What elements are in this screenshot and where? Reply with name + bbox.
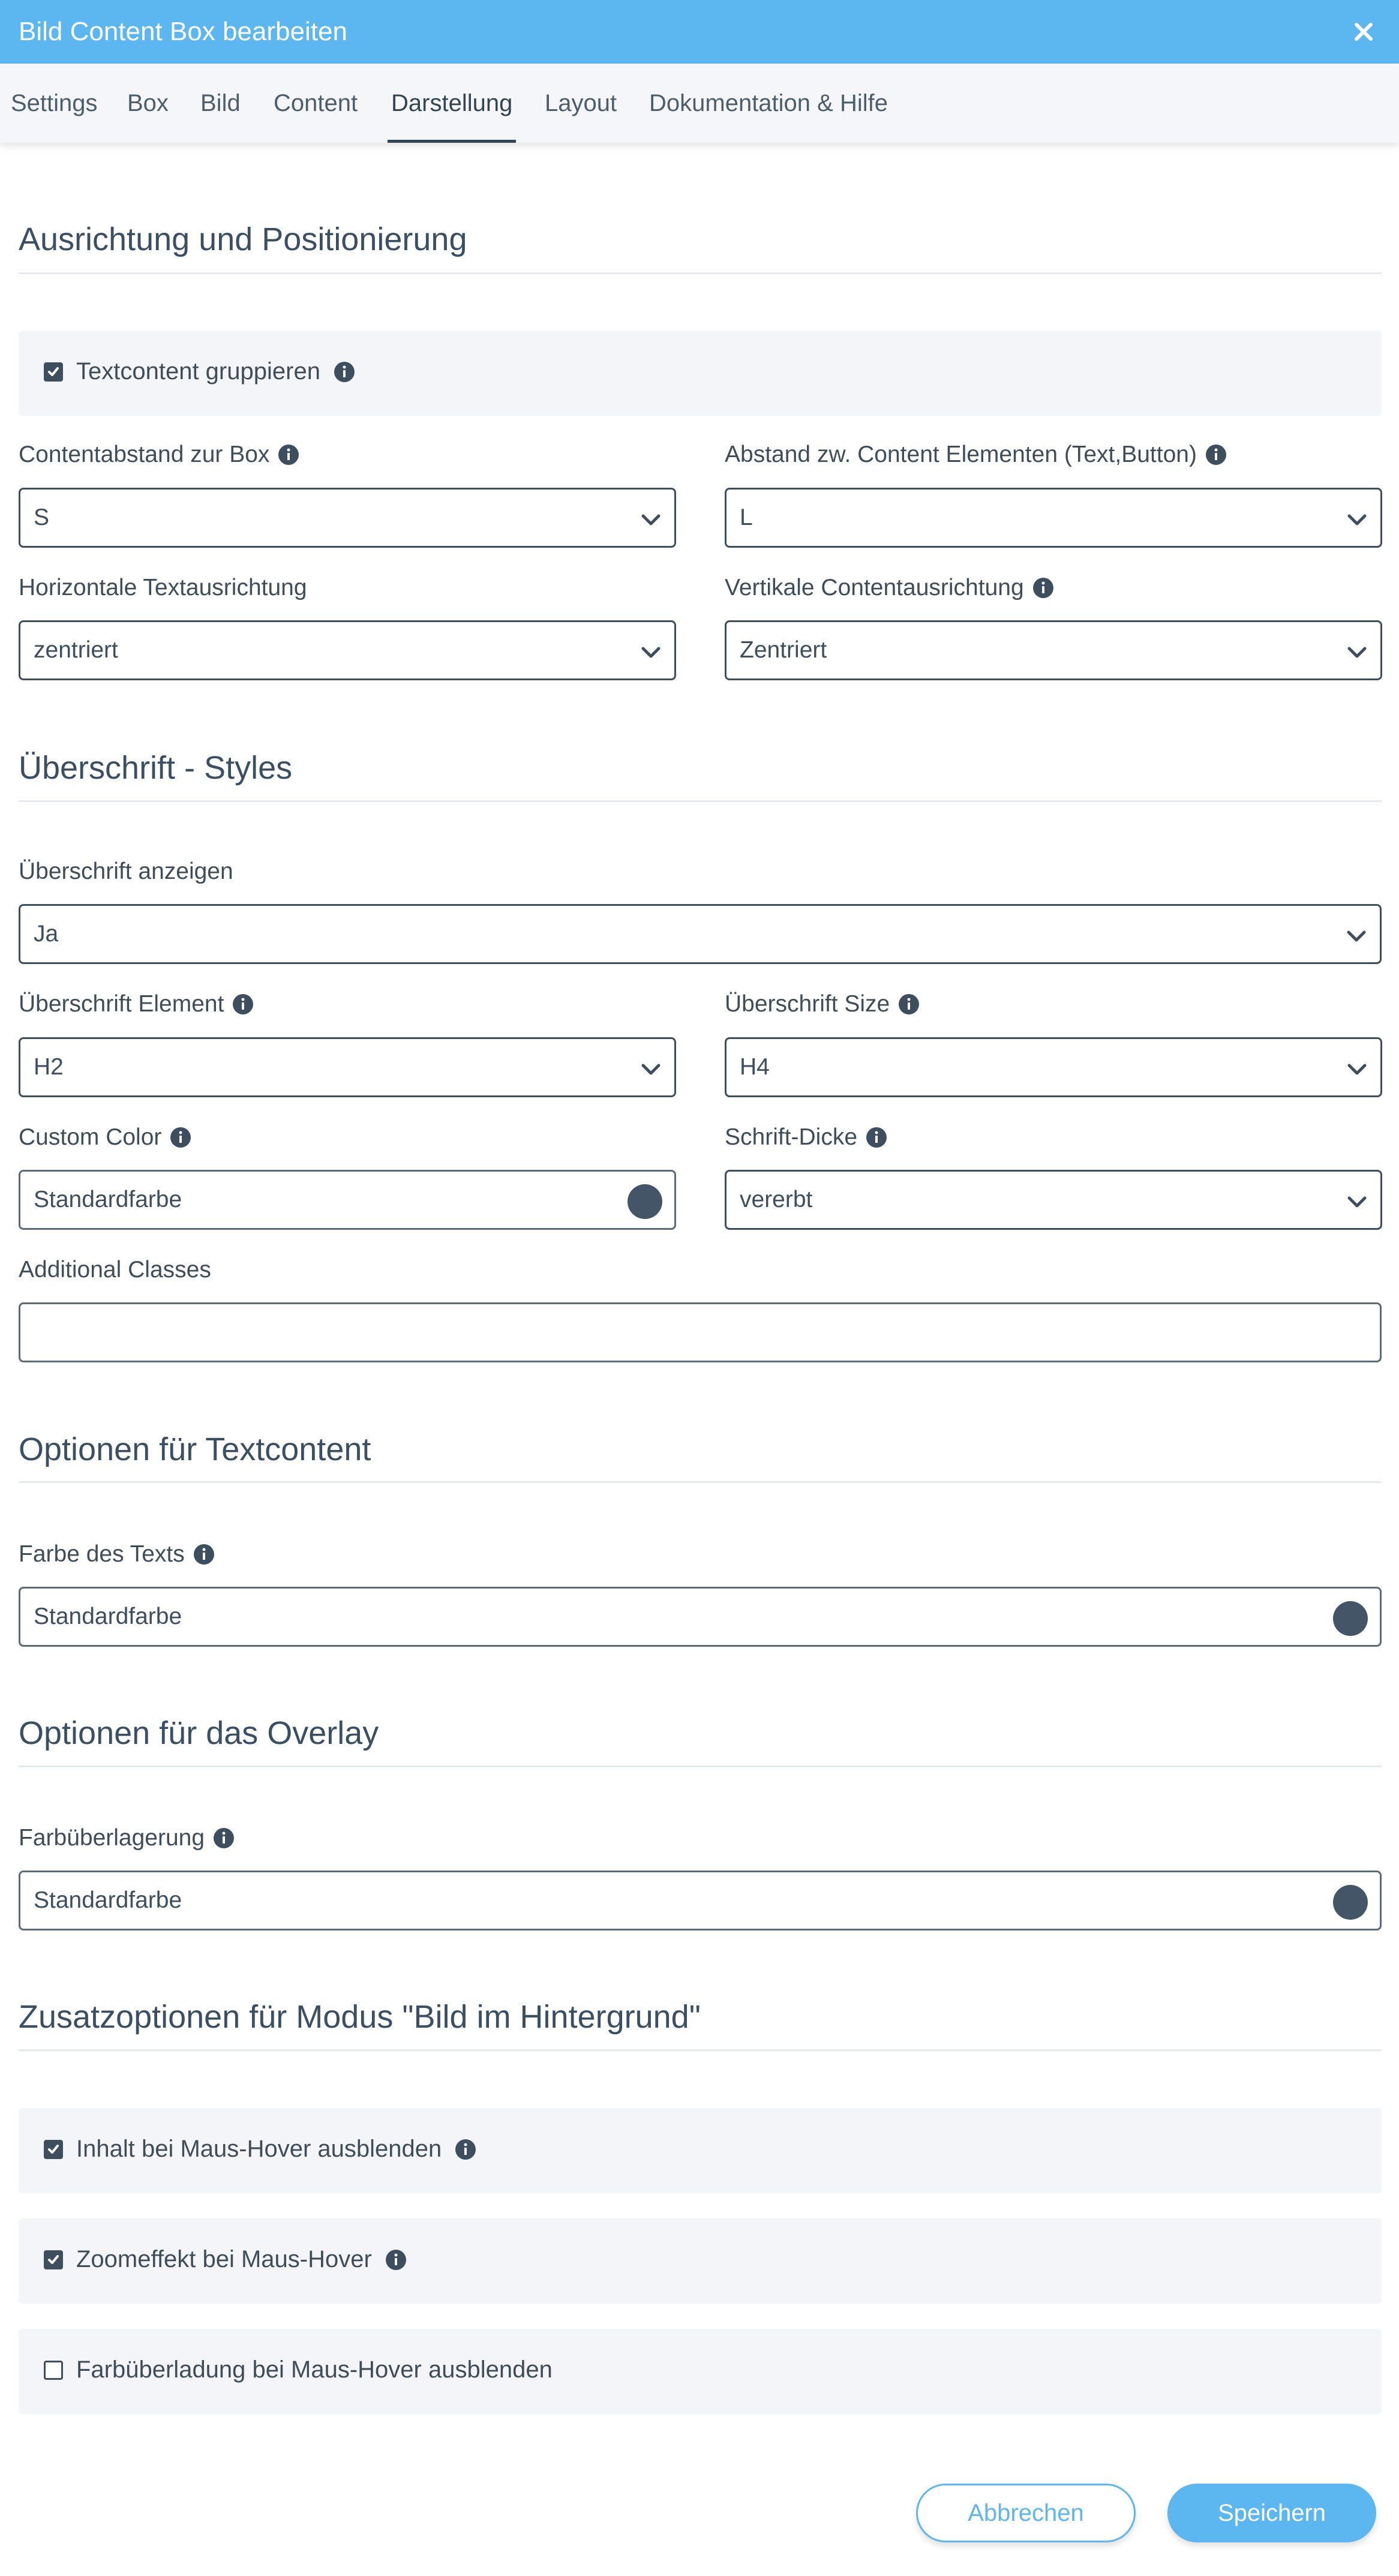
element-spacing-value: L [740, 505, 753, 530]
horizontal-align-label-text: Horizontale Textausrichtung [19, 575, 307, 601]
heading-element-value: H2 [34, 1054, 64, 1080]
save-button[interactable]: Speichern [1167, 2484, 1376, 2542]
content-spacing-value: S [34, 505, 50, 530]
info-icon[interactable] [213, 1827, 235, 1849]
hide-content-label: Inhalt bei Maus-Hover ausblenden [76, 2136, 442, 2162]
font-weight-label [725, 1124, 887, 1151]
info-icon[interactable] [232, 993, 254, 1015]
heading-show-label [19, 858, 233, 885]
heading-show-label-text: Überschrift anzeigen [19, 858, 233, 884]
element-spacing-select[interactable] [725, 488, 1382, 548]
info-icon[interactable] [1205, 444, 1227, 466]
section-title-textcontent: Optionen für Textcontent [19, 1431, 371, 1467]
group-text-label: Textcontent gruppieren [76, 358, 320, 385]
chevron-down-icon [1346, 1058, 1368, 1080]
zoom-panel [19, 2218, 1382, 2304]
content-spacing-select[interactable] [19, 488, 676, 548]
heading-color-value: Standardfarbe [34, 1187, 182, 1212]
font-weight-label-text: Schrift-Dicke [725, 1124, 858, 1150]
element-spacing-label-text: Abstand zw. Content Elementen (Text,Button) [725, 442, 1197, 467]
chevron-down-icon [1345, 924, 1368, 947]
section-divider [19, 1766, 1382, 1767]
tab-dokumentation[interactable]: Dokumentation & Hilfe [649, 90, 888, 116]
vertical-align-label [725, 575, 1054, 601]
info-icon[interactable] [278, 444, 299, 466]
section-title-heading: Überschrift - Styles [19, 750, 293, 786]
horizontal-align-value: zentriert [34, 637, 118, 663]
heading-size-label [725, 991, 920, 1017]
chevron-down-icon [640, 1058, 662, 1080]
vertical-align-select[interactable] [725, 620, 1382, 680]
additional-classes-input[interactable] [19, 1302, 1382, 1362]
section-title-background-mode: Zusatzoptionen für Modus "Bild im Hintergrund" [19, 1999, 701, 2035]
heading-size-label-text: Überschrift Size [725, 991, 890, 1017]
tab-bar [0, 64, 1399, 143]
hide-content-checkbox[interactable] [44, 2140, 63, 2159]
heading-element-label-text: Überschrift Element [19, 991, 224, 1017]
info-icon[interactable] [898, 993, 920, 1015]
tab-box[interactable]: Box [127, 90, 169, 116]
color-swatch[interactable] [628, 1184, 662, 1219]
additional-classes-label [19, 1257, 211, 1283]
info-icon[interactable] [193, 1544, 215, 1565]
font-weight-select[interactable] [725, 1170, 1382, 1230]
chevron-down-icon [1346, 1190, 1368, 1213]
tab-darstellung[interactable]: Darstellung [391, 64, 512, 143]
section-title-alignment: Ausrichtung und Positionierung [19, 221, 467, 257]
additional-classes-label-text: Additional Classes [19, 1257, 211, 1283]
dialog-titlebar [0, 0, 1399, 64]
heading-show-select[interactable] [19, 904, 1382, 964]
cancel-button[interactable]: Abbrechen [916, 2484, 1136, 2542]
content-spacing-label-text: Contentabstand zur Box [19, 442, 270, 467]
hide-overlay-checkbox[interactable] [44, 2361, 63, 2380]
chevron-down-icon [640, 641, 662, 663]
group-text-checkbox[interactable] [44, 362, 63, 382]
heading-size-select[interactable] [725, 1037, 1382, 1097]
tab-settings[interactable]: Settings [11, 90, 98, 116]
content-spacing-label [19, 442, 299, 468]
info-icon[interactable] [334, 361, 355, 383]
horizontal-align-label [19, 575, 307, 601]
info-icon[interactable] [1032, 577, 1054, 599]
info-icon[interactable] [455, 2139, 476, 2160]
heading-element-select[interactable] [19, 1037, 676, 1097]
heading-color-input[interactable] [19, 1170, 676, 1230]
chevron-down-icon [1346, 641, 1368, 663]
text-color-label [19, 1541, 215, 1568]
chevron-down-icon [640, 508, 662, 531]
info-icon[interactable] [170, 1127, 191, 1148]
overlay-color-value: Standardfarbe [34, 1887, 182, 1913]
heading-show-value: Ja [34, 921, 59, 947]
horizontal-align-select[interactable] [19, 620, 676, 680]
font-weight-value: vererbt [740, 1187, 813, 1212]
vertical-align-label-text: Vertikale Contentausrichtung [725, 575, 1024, 601]
zoom-checkbox[interactable] [44, 2250, 63, 2269]
overlay-color-input[interactable] [19, 1871, 1382, 1931]
element-spacing-label [725, 442, 1227, 468]
color-swatch[interactable] [1333, 1601, 1368, 1636]
dialog-title: Bild Content Box bearbeiten [19, 17, 347, 46]
section-divider [19, 800, 1382, 802]
hide-content-panel [19, 2108, 1382, 2193]
tab-bild[interactable]: Bild [200, 90, 241, 116]
heading-color-label-text: Custom Color [19, 1124, 162, 1150]
text-color-label-text: Farbe des Texts [19, 1541, 185, 1567]
tab-content[interactable]: Content [274, 90, 358, 116]
hide-overlay-label: Farbüberladung bei Maus-Hover ausblenden [76, 2356, 553, 2383]
text-color-input[interactable] [19, 1587, 1382, 1647]
chevron-down-icon [1346, 508, 1368, 531]
text-color-value: Standardfarbe [34, 1604, 182, 1629]
overlay-color-label-text: Farbüberlagerung [19, 1825, 205, 1851]
zoom-label: Zoomeffekt bei Maus-Hover [76, 2246, 372, 2272]
section-divider [19, 272, 1382, 274]
overlay-color-label [19, 1825, 235, 1851]
heading-color-label [19, 1124, 191, 1151]
vertical-align-value: Zentriert [740, 637, 827, 663]
section-title-overlay: Optionen für das Overlay [19, 1715, 379, 1751]
color-swatch[interactable] [1333, 1885, 1368, 1920]
tab-layout[interactable]: Layout [545, 90, 617, 116]
info-icon[interactable] [385, 2249, 407, 2271]
section-divider [19, 1481, 1382, 1483]
heading-element-label [19, 991, 254, 1017]
section-divider [19, 2049, 1382, 2051]
hide-overlay-panel [19, 2329, 1382, 2414]
close-icon[interactable] [1343, 11, 1385, 53]
group-text-panel [19, 331, 1382, 416]
info-icon[interactable] [866, 1127, 887, 1148]
heading-size-value: H4 [740, 1054, 770, 1080]
